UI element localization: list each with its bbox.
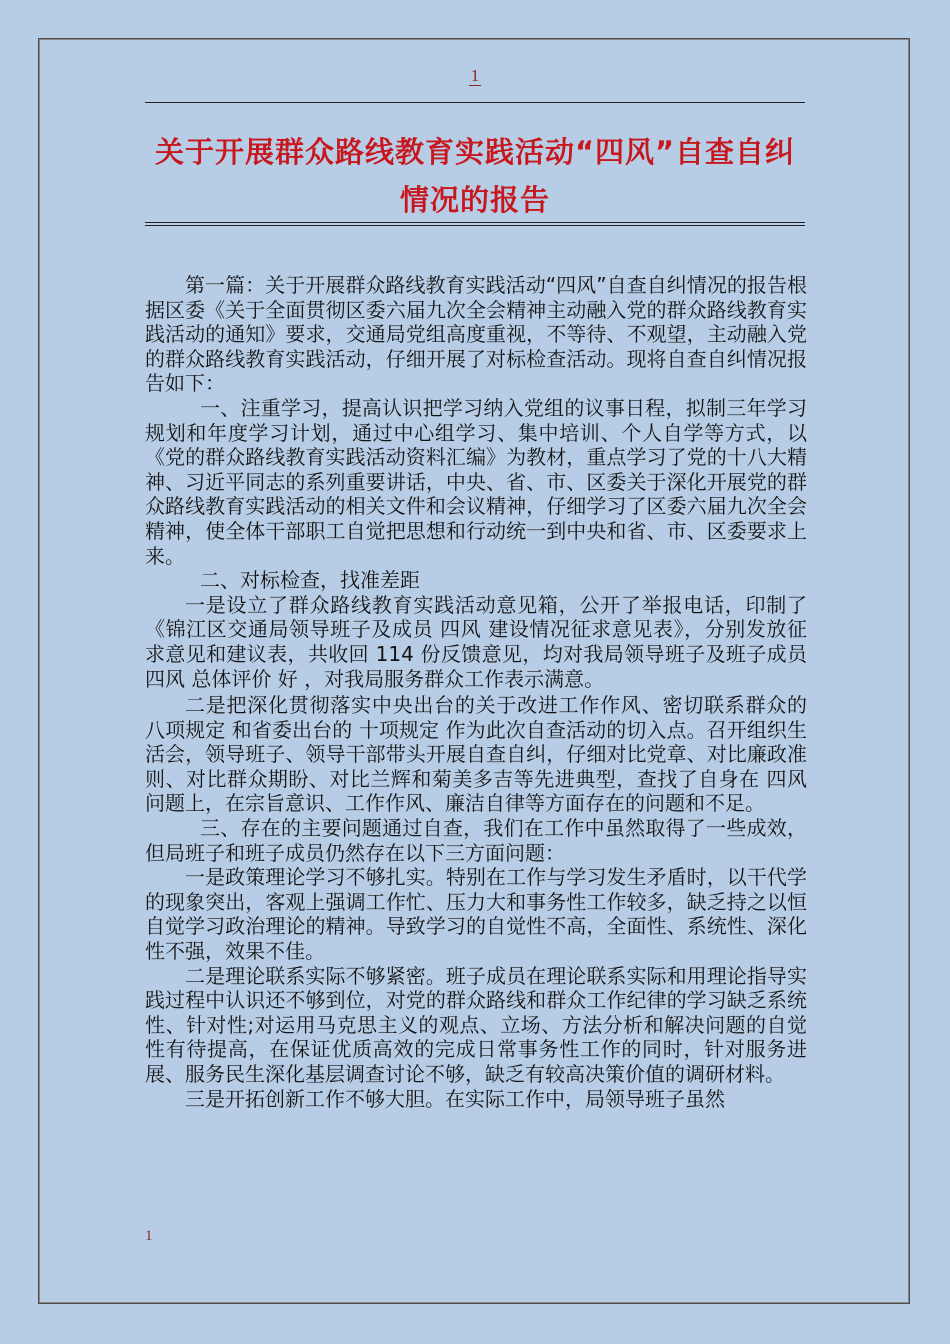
paragraph-section-3-item-3: 三是开拓创新工作不够大胆。在实际工作中，局领导班子虽然 <box>185 1086 725 1111</box>
paragraph-section-2-heading: 二、对标检查，找准差距 <box>200 568 420 593</box>
paragraph-section-3-item-2: 二是理论联系实际不够紧密。班子成员在理论联系实际和用理论指导实践过程中认识还不够到位，对党的群众路线和群众工作纪律的学习缺乏系统性、针对性;对运用马克思主义的观点、立场、方法分析和解决问题的自觉性有待提高，在保证优质高效的完成日常事务性工作的同时，针对服务进展、服务民生深化基层调查讨论不够，缺乏有较高决策价值的调研材料。 <box>145 963 807 1086</box>
footer-page-number: 1 <box>145 1228 153 1244</box>
paragraph-section-3: 三、存在的主要问题通过自查，我们在工作中虽然取得了一些成效，但局班子和班子成员仍然存在以下三方面问题： <box>145 816 807 865</box>
document-title: 关于开展群众路线教育实践活动“四风”自查自纠情况的报告 <box>154 135 796 217</box>
header-page-number <box>0 66 950 86</box>
paragraph-section-1: 一、注重学习，提高认识把学习纳入党组的议事日程，拟制三年学习规划和年度学习计划，通过中心组学习、集中培训、个人自学等方式，以《党的群众路线教育实践活动资料汇编》为教材，重点学习了党的十八大精神、习近平同志的系列重要讲话，中央、省、市、区委关于深化开展党的群众路线教育实践活动的相关文件和会议精神，仔细学习了区委六届九次全会精神，使全体干部职工自觉把思想和行动统一到中央和省、市、区委要求上来。 <box>145 395 807 568</box>
header-page-number-text: 1 <box>470 66 480 85</box>
title-double-rule <box>145 222 805 226</box>
header-rule <box>145 102 805 103</box>
paragraph-intro: 第一篇：关于开展群众路线教育实践活动“四风”自查自纠情况的报告根据区委《关于全面贯彻区委六届九次全会精神主动融入党的群众路线教育实践活动的通知》要求，交通局党组高度重视，不等待、不观望，主动融入党的群众路线教育实践活动，仔细开展了对标检查活动。现将自查自纠情况报告如下： <box>145 273 807 396</box>
paragraph-section-2-item-1: 一是设立了群众路线教育实践活动意见箱，公开了举报电话，印制了《锦江区交通局领导班子及成员 四风 建设情况征求意见表》，分别发放征求意见和建议表，共收回 114 份反馈意见，均对我局领导班子及班子成员 四风 总体评价 好 ，对我局服务群众工作表示满意。 <box>145 592 807 691</box>
paragraph-section-3-item-1: 一是政策理论学习不够扎实。特别在工作与学习发生矛盾时，以干代学的现象突出，客观上强调工作忙、压力大和事务性工作较多，缺乏持之以恒自觉学习政治理论的精神。导致学习的自觉性不高，全面性、系统性、深化性不强，效果不佳。 <box>145 865 807 964</box>
document-body <box>145 273 807 1111</box>
paragraph-section-2-item-2: 二是把深化贯彻落实中央出台的关于改进工作作风、密切联系群众的 八项规定 和省委出台的 十项规定 作为此次自查活动的切入点。召开组织生活会，领导班子、领导干部带头开展自查自纠，仔细对比党章、对比廉政准则、对比群众期盼、对比兰辉和菊美多吉等先进典型，查找了自身在 四风 问题上，在宗旨意识、工作作风、廉洁自律等方面存在的问题和不足。 <box>145 693 807 816</box>
